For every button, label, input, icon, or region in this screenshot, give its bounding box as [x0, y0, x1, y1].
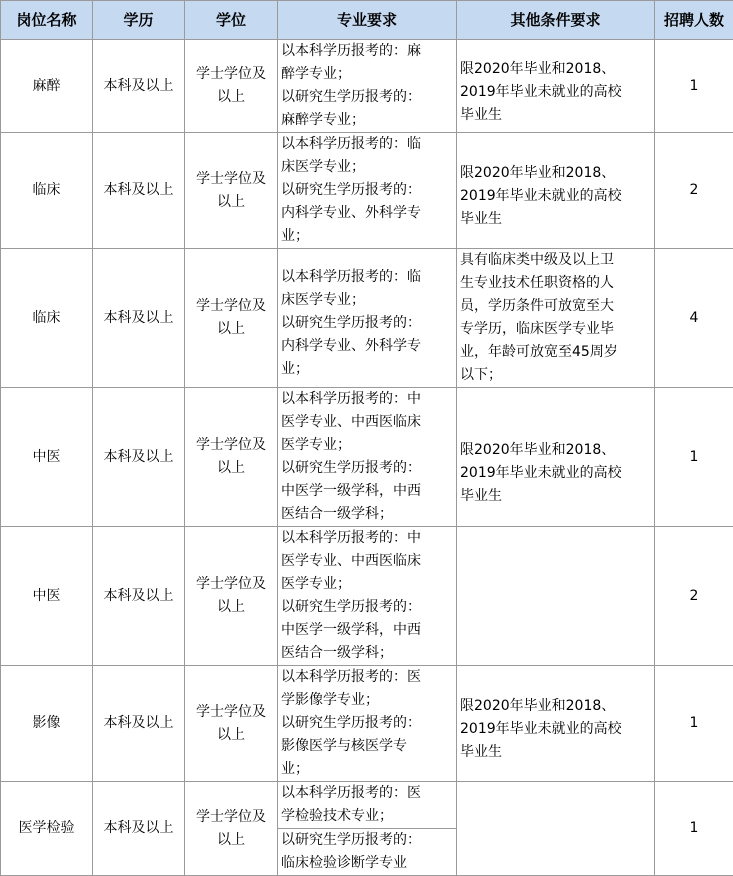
major-requirement-cell [278, 666, 457, 782]
table-row [1, 40, 733, 133]
headcount-cell: 1 [655, 782, 733, 876]
education-cell: 本科及以上 [93, 249, 185, 388]
header-education: 学历 [93, 1, 185, 40]
other-conditions-cell [457, 133, 655, 249]
post-name-cell: 临床 [1, 249, 93, 388]
table-row [1, 782, 733, 876]
degree-cell [185, 133, 278, 249]
other-conditions-text: 限2020年毕业和2018、 2019年毕业未就业的高校 毕业生 [457, 695, 654, 764]
headcount-cell: 2 [655, 527, 733, 666]
other-conditions-cell [457, 388, 655, 527]
other-conditions-cell [457, 666, 655, 782]
degree-text: 学士学位及 以上 [185, 701, 277, 747]
other-conditions-cell [457, 249, 655, 388]
degree-text: 学士学位及 以上 [185, 806, 277, 852]
major-requirement-cell [278, 249, 457, 388]
major-requirement-text: 以本科学历报考的：临 床医学专业； 以研究生学历报考的： 内科学专业、外科学专 业； [278, 133, 456, 248]
headcount-cell: 4 [655, 249, 733, 388]
post-name-cell: 麻醉 [1, 40, 93, 133]
education-cell: 本科及以上 [93, 782, 185, 876]
other-conditions-text: 限2020年毕业和2018、 2019年毕业未就业的高校 毕业生 [457, 439, 654, 508]
degree-text: 学士学位及 以上 [185, 573, 277, 619]
table-row [1, 666, 733, 782]
education-cell: 本科及以上 [93, 133, 185, 249]
major-requirement-text: 以本科学历报考的：中 医学专业、中西医临床 医学专业； 以研究生学历报考的： 中医学一级学科，中西 医结合一级学科； [278, 388, 456, 526]
table-row [1, 527, 733, 666]
headcount-cell: 1 [655, 666, 733, 782]
education-cell: 本科及以上 [93, 666, 185, 782]
header-row [1, 1, 733, 40]
header-major-requirement: 专业要求 [278, 1, 457, 40]
major-requirement-cell [278, 40, 457, 133]
headcount-cell: 2 [655, 133, 733, 249]
header-headcount: 招聘人数 [655, 1, 733, 40]
degree-text: 学士学位及 以上 [185, 168, 277, 214]
degree-cell [185, 782, 278, 876]
major-requirement-graduate-text: 以研究生学历报考的： 临床检验诊断学专业 [278, 828, 456, 875]
other-conditions-text: 限2020年毕业和2018、 2019年毕业未就业的高校 毕业生 [457, 58, 654, 127]
other-conditions-cell [457, 40, 655, 133]
degree-cell [185, 527, 278, 666]
post-name-cell: 中医 [1, 388, 93, 527]
other-conditions-text: 具有临床类中级及以上卫 生专业技术任职资格的人 员，学历条件可放宽至大 专学历，临床医学专业毕 业，年龄可放宽至45周岁 以下； [457, 249, 654, 387]
post-name-cell: 临床 [1, 133, 93, 249]
major-requirement-undergrad-text: 以本科学历报考的：医 学检验技术专业； [278, 782, 456, 828]
education-cell: 本科及以上 [93, 40, 185, 133]
table-row [1, 133, 733, 249]
degree-cell [185, 666, 278, 782]
degree-text: 学士学位及 以上 [185, 295, 277, 341]
post-name-cell: 中医 [1, 527, 93, 666]
other-conditions-text: 限2020年毕业和2018、 2019年毕业未就业的高校 毕业生 [457, 162, 654, 231]
degree-text: 学士学位及 以上 [185, 63, 277, 109]
headcount-cell: 1 [655, 40, 733, 133]
other-conditions-cell [457, 527, 655, 666]
degree-cell [185, 40, 278, 133]
major-requirement-cell [278, 782, 457, 876]
headcount-cell: 1 [655, 388, 733, 527]
table-row [1, 388, 733, 527]
header-other-conditions: 其他条件要求 [457, 1, 655, 40]
education-cell: 本科及以上 [93, 388, 185, 527]
header-post-name: 岗位名称 [1, 1, 93, 40]
degree-cell [185, 249, 278, 388]
other-conditions-cell [457, 782, 655, 876]
major-requirement-cell [278, 388, 457, 527]
major-requirement-text: 以本科学历报考的：麻 醉学专业； 以研究生学历报考的： 麻醉学专业； [278, 40, 456, 132]
major-requirement-cell [278, 527, 457, 666]
post-name-cell: 医学检验 [1, 782, 93, 876]
education-cell: 本科及以上 [93, 527, 185, 666]
degree-cell [185, 388, 278, 527]
degree-text: 学士学位及 以上 [185, 434, 277, 480]
header-degree: 学位 [185, 1, 278, 40]
major-requirement-cell [278, 133, 457, 249]
major-requirement-text: 以本科学历报考的：临 床医学专业； 以研究生学历报考的： 内科学专业、外科学专 业； [278, 266, 456, 381]
major-requirement-text: 以本科学历报考的：中 医学专业、中西医临床 医学专业； 以研究生学历报考的： 中医学一级学科，中西 医结合一级学科； [278, 527, 456, 665]
post-name-cell: 影像 [1, 666, 93, 782]
table-row [1, 249, 733, 388]
major-requirement-text: 以本科学历报考的：医 学影像学专业； 以研究生学历报考的： 影像医学与核医学专 业； [278, 666, 456, 781]
